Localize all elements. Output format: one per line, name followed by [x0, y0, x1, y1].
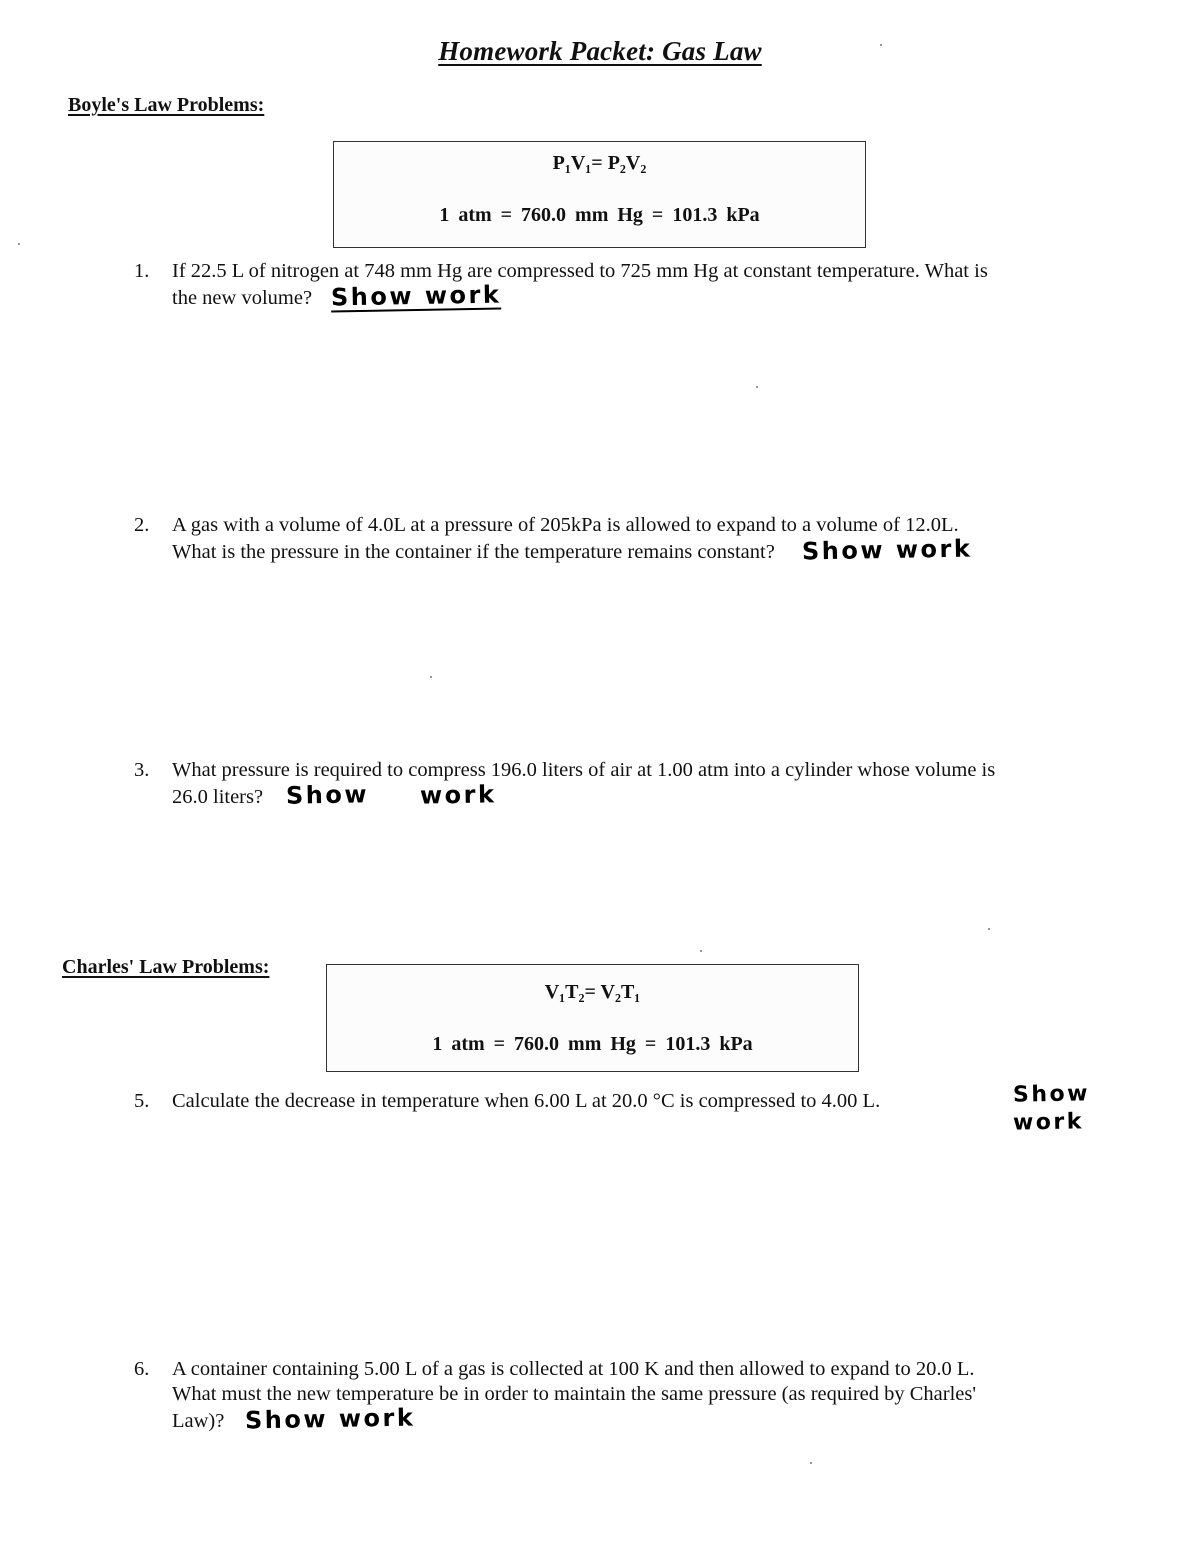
handwritten-note: Show [285, 780, 370, 810]
problem-number: 2. [134, 514, 150, 536]
charles-formula: V₁T₂= V₂T₁ [544, 981, 641, 1003]
handwritten-note: work [1012, 1109, 1085, 1136]
problem-text-line: A gas with a volume of 4.0L at a pressure of 205kPa is allowed to expand to a volume of 12.0L. [172, 514, 959, 536]
scan-speck [880, 44, 882, 46]
problem-number: 1. [134, 260, 150, 282]
boyle-formula-box [333, 141, 866, 248]
problem-text-line: What pressure is required to compress 196.0 liters of air at 1.00 atm into a cylinder whose volume is [172, 759, 996, 781]
handwritten-note: Show work [801, 534, 973, 566]
scan-speck [700, 950, 702, 952]
boyle-section-heading: Boyle's Law Problems: [68, 94, 265, 116]
problem-number: 3. [134, 759, 150, 781]
handwritten-note: Show work [330, 280, 502, 312]
problem-text-line: What is the pressure in the container if the temperature remains constant? [172, 541, 775, 563]
problem-text-line: A container containing 5.00 L of a gas is collected at 100 K and then allowed to expand to 20.0 L. [172, 1358, 975, 1380]
page-title: Homework Packet: Gas Law [438, 36, 762, 66]
problem-text-line: the new volume? [172, 287, 313, 309]
scan-speck [810, 1462, 812, 1464]
problem-text-line: 26.0 liters? [172, 786, 264, 808]
handwritten-note: work [420, 780, 498, 810]
problem-number: 5. [134, 1090, 150, 1112]
charles-conversion: 1 atm = 760.0 mm Hg = 101.3 kPa [432, 1033, 753, 1055]
boyle-formula: P₁V₁= P₂V₂ [552, 152, 647, 174]
handwritten-note: Show [1012, 1081, 1091, 1108]
problem-text-line: Calculate the decrease in temperature when 6.00 L at 20.0 °C is compressed to 4.00 L. [172, 1090, 881, 1112]
scan-speck [988, 928, 990, 930]
charles-formula-box [326, 964, 859, 1072]
problem-number: 6. [134, 1358, 150, 1380]
problem-text-line: Law)? [172, 1410, 225, 1432]
problem-text-line: What must the new temperature be in order to maintain the same pressure (as required by Charles' [172, 1383, 977, 1405]
charles-section-heading: Charles' Law Problems: [62, 956, 270, 978]
handwritten-note-problem-5 [1013, 1082, 1113, 1138]
scan-speck [430, 676, 432, 678]
scan-speck [18, 243, 20, 245]
problem-text-line: If 22.5 L of nitrogen at 748 mm Hg are compressed to 725 mm Hg at constant temperature. What is [172, 260, 988, 282]
boyle-conversion: 1 atm = 760.0 mm Hg = 101.3 kPa [439, 204, 760, 226]
handwritten-note: Show work [245, 1403, 417, 1435]
scan-speck [756, 386, 758, 388]
